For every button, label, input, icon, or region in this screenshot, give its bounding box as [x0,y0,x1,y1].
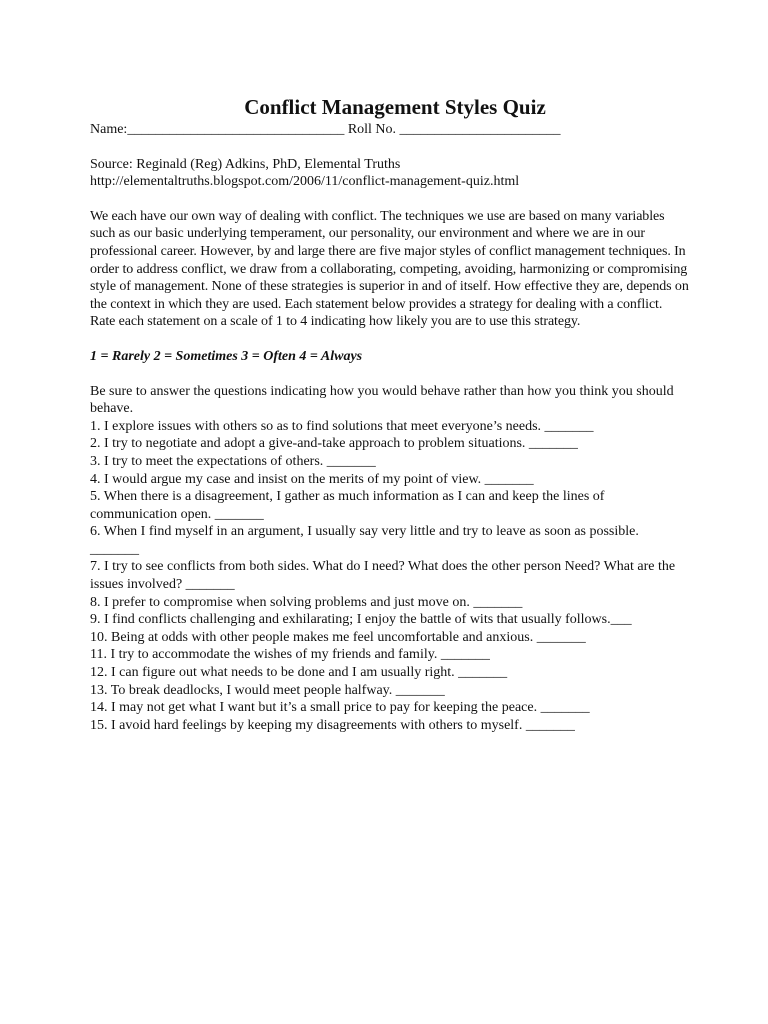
question-item: 11. I try to accommodate the wishes of my friends and family. _______ [90,647,490,663]
question-item: 6. When I find myself in an argument, I usually say very little and try to leave as soon as possible. _______ [90,524,639,557]
source-citation: Source: Reginald (Reg) Adkins, PhD, Elemental Truths [90,156,401,172]
question-item: 8. I prefer to compromise when solving problems and just move on. _______ [90,594,523,610]
question-item: 9. I find conflicts challenging and exhilarating; I enjoy the battle of wits that usually follows.___ [90,612,632,628]
document-content [90,94,690,734]
rating-scale: 1 = Rarely 2 = Sometimes 3 = Often 4 = Always [90,348,363,364]
intro-paragraph: We each have our own way of dealing with conflict. The techniques we use are based on many variables such as our basic underlying temperament, our personality, our environment and where we are in our professional career. However, by and large there are five major styles of conflict management techniques. In order to address conflict, we draw from a collaborating, competing, avoiding, harmonizing or compromising style of management. None of these strategies is superior in and of itself. How effective they are, depends on the context in which they are used. Each statement below provides a strategy for dealing with a conflict. Rate each statement on a scale of 1 to 4 indicating how likely you are to use this strategy. [90,208,689,330]
question-item: 4. I would argue my case and insist on the merits of my point of view. _______ [90,471,534,487]
question-item: 3. I try to meet the expectations of others. _______ [90,453,376,469]
source-url: http://elementaltruths.blogspot.com/2006/11/conflict-management-quiz.html [90,174,520,190]
question-item: 13. To break deadlocks, I would meet people halfway. _______ [90,682,445,698]
instructions: Be sure to answer the questions indicating how you would behave rather than how you think you should behave. [90,383,674,417]
question-item: 1. I explore issues with others so as to find solutions that meet everyone’s needs. _______ [90,418,594,434]
name-roll-line: Name:_______________________________ Roll No. _______________________ [90,122,561,137]
question-list [90,418,690,735]
question-item: 2. I try to negotiate and adopt a give-and-take approach to problem situations. _______ [90,436,578,452]
question-item: 5. When there is a disagreement, I gather as much information as I can and keep the lines of communication open. _______ [90,489,605,522]
question-item: 7. I try to see conflicts from both sides. What do I need? What does the other person Need? What are the issues involved? _______ [90,559,676,593]
question-item: 10. Being at odds with other people makes me feel uncomfortable and anxious. _______ [90,629,586,645]
document-title: Conflict Management Styles Quiz [244,95,546,119]
source-block [90,156,690,191]
question-item: 14. I may not get what I want but it’s a small price to pay for keeping the peace. _______ [90,700,590,716]
question-item: 15. I avoid hard feelings by keeping my disagreements with others to myself. _______ [90,717,575,733]
question-item: 12. I can figure out what needs to be done and I am usually right. _______ [90,665,508,681]
